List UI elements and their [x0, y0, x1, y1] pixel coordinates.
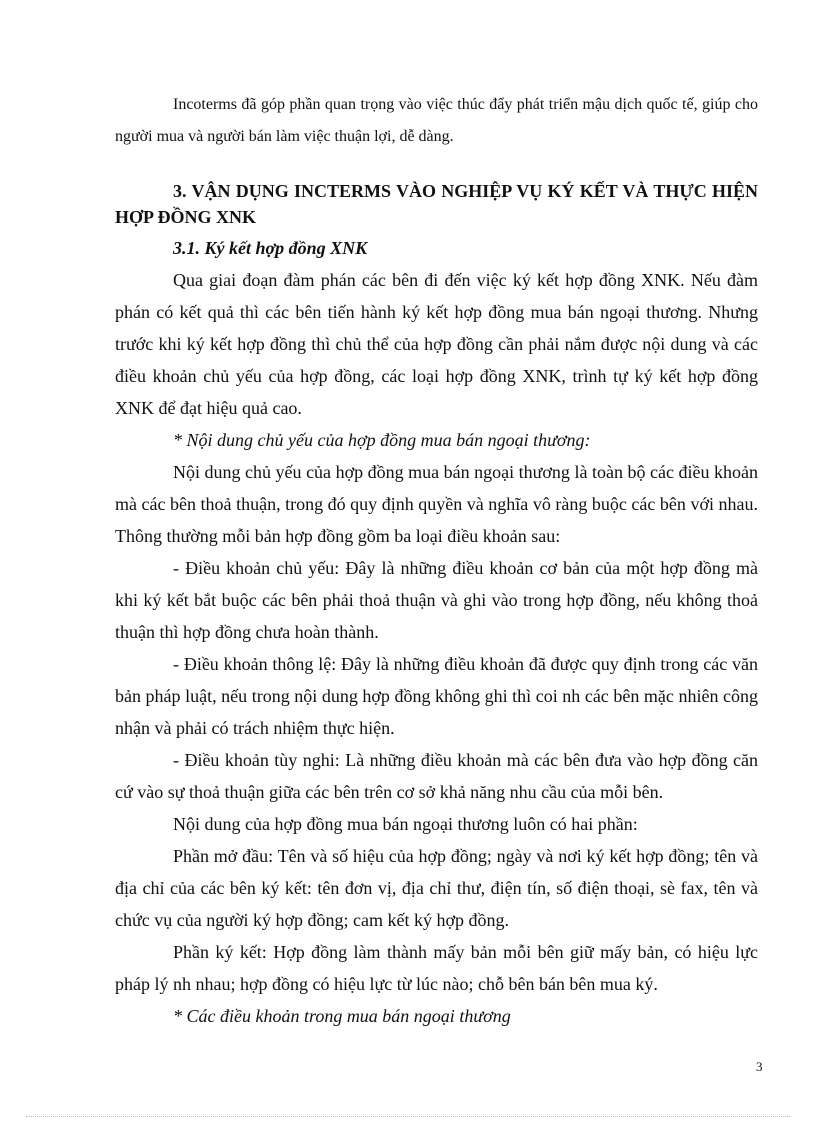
subsection-heading: 3.1. Ký kết hợp đồng XNK [173, 238, 368, 258]
paragraph-opening: Phần mở đầu: Tên và số hiệu của hợp đồng; ngày và nơi ký kết hợp đồng; tên và địa chỉ của các bên ký kết: tên đơn vị, địa chỉ thư, điện tín, số điện thoại, sè fax, tên và chức vụ của người ký hợp đồng; cam kết ký hợp đồng. [115, 846, 758, 930]
section-heading: 3. VẬN DỤNG INCTERMS VÀO NGHIỆP VỤ KÝ KẾT VÀ THỰC HIỆN HỢP ĐỒNG XNK [115, 181, 758, 227]
paragraph-optional-terms: - Điều khoản tùy nghi: Là những điều khoản mà các bên đưa vào hợp đồng căn cứ vào sự thoả thuận giữa các bên trên cơ sở khả năng nhu cầu của mỗi bên. [115, 750, 758, 802]
note-terms: * Các điều khoản trong mua bán ngoại thương [173, 1006, 511, 1026]
note-main-content: * Nội dung chủ yếu của hợp đồng mua bán ngoại thương: [173, 430, 591, 450]
paragraph-usual-terms: - Điều khoản thông lệ: Đây là những điều khoản đã được quy định trong các văn bản pháp luật, nếu trong nội dung hợp đồng không ghi thì coi nh các bên mặc nhiên công nhận và phải có trách nhiệm thực hiện. [115, 654, 758, 738]
page-number: 3 [756, 1059, 763, 1074]
paragraph-main-content: Nội dung chủ yếu của hợp đồng mua bán ngoại thương là toàn bộ các điều khoản mà các bên thoả thuận, trong đó quy định quyền và nghĩa vô ràng buộc các bên với nhau. Thông thường mỗi bản hợp đồng gồm ba loại điều khoản sau: [115, 462, 758, 546]
paragraph-two-parts: Nội dung của hợp đồng mua bán ngoại thương luôn có hai phần: [173, 814, 638, 834]
footer-divider [26, 1116, 790, 1117]
body-text [115, 232, 758, 1032]
paragraph-negotiation: Qua giai đoạn đàm phán các bên đi đến việc ký kết hợp đồng XNK. Nếu đàm phán có kết quả thì các bên tiến hành ký kết hợp đồng mua bán ngoại thương. Nhưng trước khi ký kết hợp đồng thì chủ thể của hợp đồng cần phải nắm được nội dung và các điều khoản chủ yếu của hợp đồng, các loại hợp đồng XNK, trình tự ký kết hợp đồng XNK để đạt hiệu quả cao. [115, 270, 758, 418]
intro-paragraph: Incoterms đã góp phần quan trọng vào việc thúc đẩy phát triển mậu dịch quốc tế, giúp cho người mua và người bán làm việc thuận lợi, dễ dàng. [115, 96, 758, 145]
paragraph-signing: Phần ký kết: Hợp đồng làm thành mấy bản mỗi bên giữ mấy bản, có hiệu lực pháp lý nh nhau; hợp đồng có hiệu lực từ lúc nào; chỗ bên bán bên mua ký. [115, 942, 758, 994]
paragraph-main-terms: - Điều khoản chủ yếu: Đây là những điều khoản cơ bản của một hợp đồng mà khi ký kết bắt buộc các bên phải thoả thuận và ghi vào trong hợp đồng, nếu không thoả thuận thì hợp đồng chưa hoàn thành. [115, 558, 758, 642]
